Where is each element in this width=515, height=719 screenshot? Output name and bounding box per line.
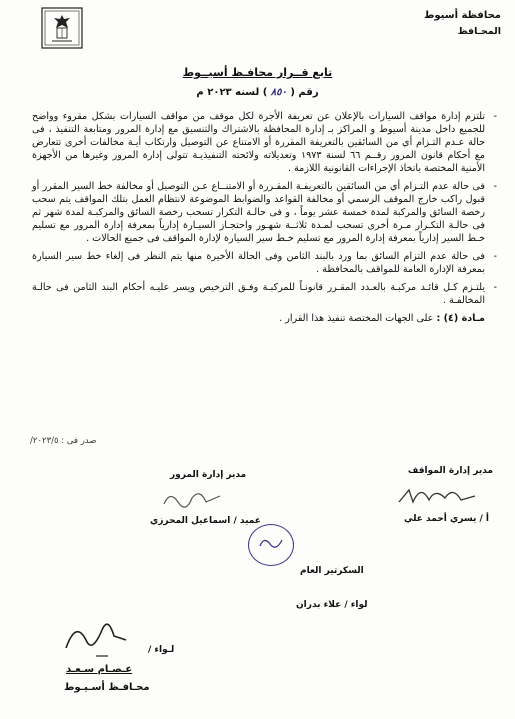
decision-label: رقم (: [290, 87, 319, 98]
secretary-initials-icon: [256, 532, 286, 554]
governor-rank: لـواء /: [148, 645, 175, 655]
clause-paragraph: - تلتزم إدارة مواقف السيارات بالإعلان عن تعريفة الأجرة لكل موقف من مواقف السيارات بشكل مقروء وواضح للجميع داخل مدينة أسيوط و المراكز بـ إدارة المحافظة بالاشتراك والتنسيق مع إدارة المرور ومتابعة التنفيذ ، فى حالة عـدم التـزام أي من السائقين بالتعريفة المقررة أو الامتناع عن التوصيل وارتكاب أيـة مخالفات أخرى تتعارض مع أحكام قانون المرور رقــم ٦٦ لسنة ١٩٧٣ وتعديلاته ولائحته التنفيذيـة تتولى إدارة المرور وغيرها من الأجهزة الأمنية المختصة باتخاذ الإجراءات القانونية اللازمة .: [32, 110, 497, 175]
parking-director-signature-icon: [395, 480, 485, 510]
article-four: [32, 312, 497, 325]
decision-body: [32, 110, 497, 330]
issued-date-value: ٢٠٢٣/٥/: [30, 436, 59, 446]
parking-director-title: مدير إدارة المواقف: [407, 466, 493, 476]
traffic-director-signature-icon: [160, 484, 230, 512]
article-label: مـادة (٤) :: [436, 313, 485, 324]
article-text: على الجهات المختصة تنفيذ هذا القرار .: [279, 313, 434, 324]
issued-date: [30, 436, 96, 446]
clause-paragraph: - يلتـزم كـل قائـد مركبـة بالعـدد المقـرر قانونـاً للمركبـة وفـق الترخيص ويسر عليـه أحكام البند الثامن فى حالـة المخالفـة .: [32, 281, 497, 307]
secretary-general-title: السكرتير العام: [300, 566, 364, 576]
decision-title: [0, 66, 515, 98]
decision-year: ) لسنه ٢٠٢٣ م: [196, 87, 268, 98]
secretary-general-name: لواء / علاء بدران: [296, 600, 368, 610]
governor-title: محـافـظ أسـيـوط: [64, 682, 150, 693]
office-name: المحـافظ: [457, 26, 501, 37]
document-header: [424, 8, 501, 40]
governor-signature-icon: [56, 610, 146, 660]
parking-director-name: أ / يسري أحمد علي: [403, 514, 489, 524]
traffic-director-title: مدير إدارة المرور: [170, 470, 247, 480]
eagle-emblem-icon: [40, 6, 84, 50]
clause-paragraph: - فى حالة عدم التزام السائق بما ورد بالبند الثامن وفى الحالة الأخيرة منها يتم النظر فى إلغاء خط سير السيارة بمعرفة الإدارة العامة للمواقف بالمحافظة .: [32, 250, 497, 276]
decision-number: ٨٥٠: [270, 87, 287, 98]
title-line: تابع قــرار محافـظ أسيــوط: [182, 66, 333, 79]
governorate-name: محافظة أسيوط: [424, 10, 501, 21]
issued-label: صدر فى :: [61, 436, 97, 446]
governor-name: عـصـام سـعـد: [66, 664, 133, 675]
traffic-director-name: عميد / اسماعيل المحرزي: [150, 516, 261, 526]
decision-number-line: [0, 87, 515, 98]
clause-paragraph: - فى حالة عدم التـزام أي من السائقين بالتعريفـة المقـررة أو الامتنــاع عـن التوصيل أو مخالفة خط السير المقرر أو قبول راكب خارج الموقف الرسمي أو مخالفة القواعد والضوابط الموضوعة لانتظام العمل بتلك المواقف يتم سحب رخصة السائق والمركبة لمدة خمسة عشر يوماً ، و فى حالـة التكرار تسحب رخصة السائق والمركبـة لمدة شهر ثم فى حالـة التكـرار مـرة أخرى تسحب لمـدة ثلاثــة شهـور واحتجـاز السيـارة إدارياً بمعرفة إدارة المرور مع تسليم خـط السير إدارياً بمعرفة إدارة المرور مع تسليم خـط سير السيارة لإدارة المواقف فى جميع الحالات .: [32, 180, 497, 245]
